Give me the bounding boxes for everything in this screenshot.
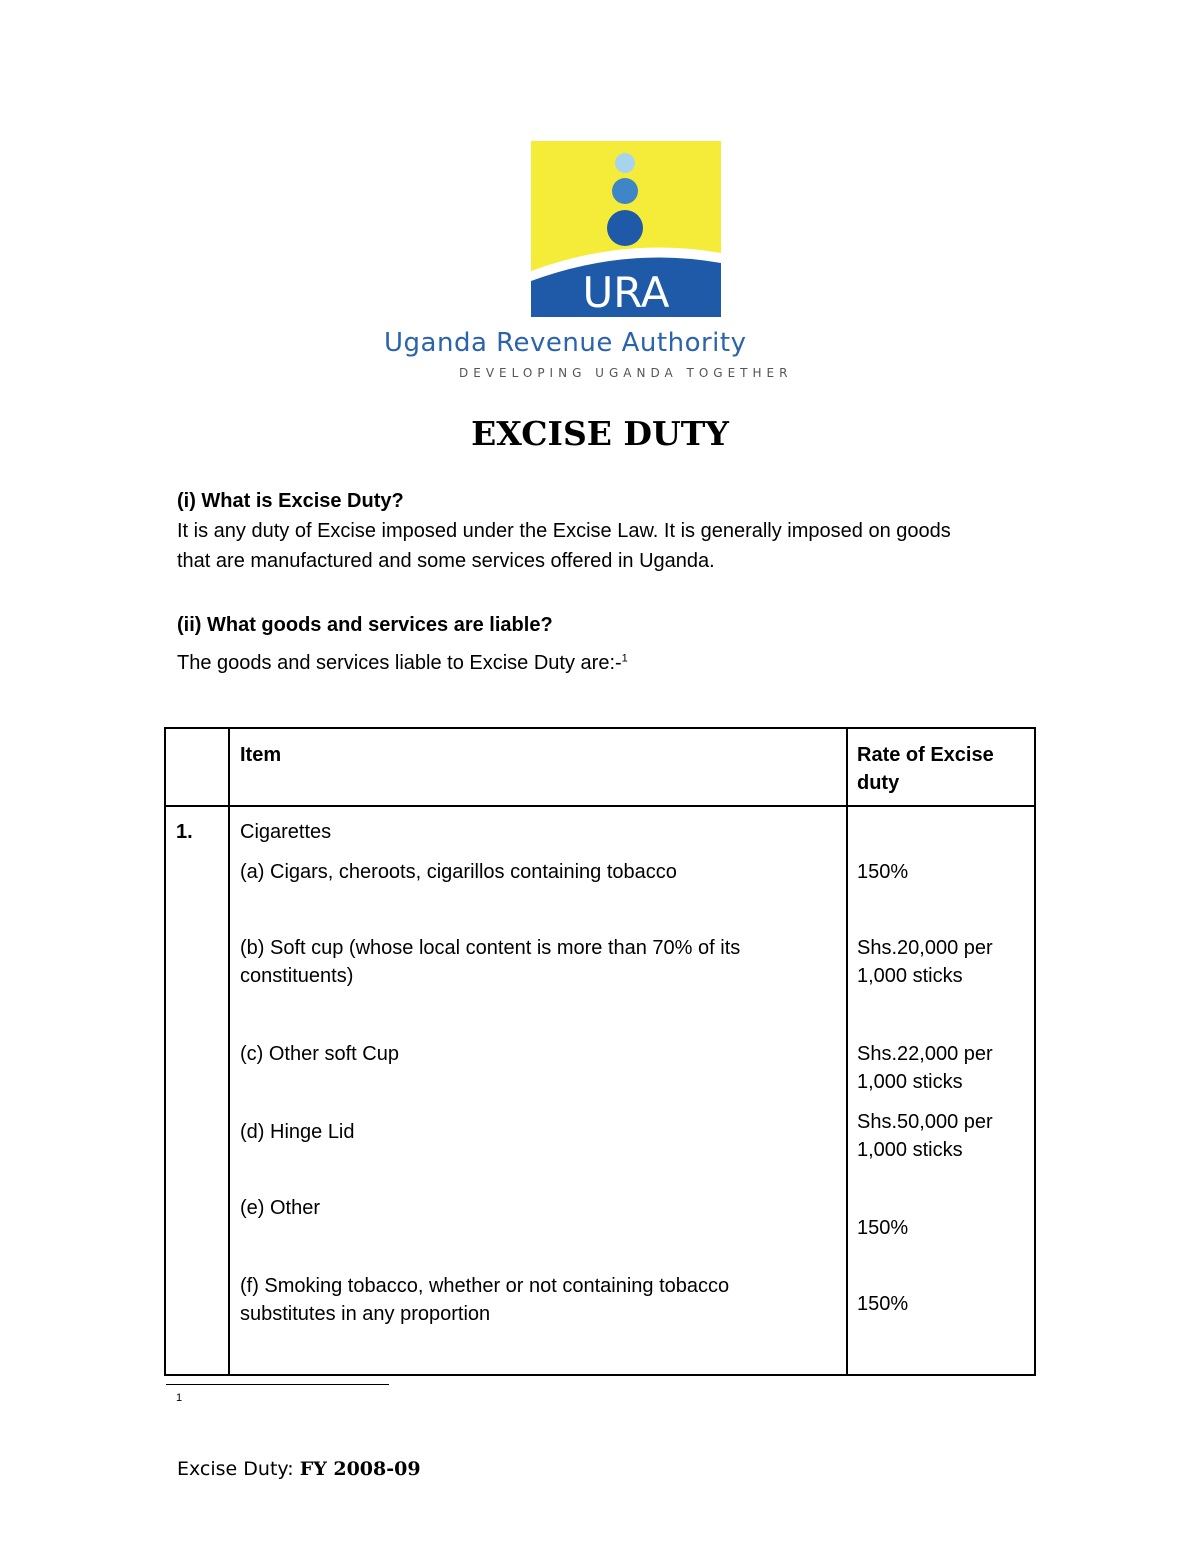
item-c: (c) Other soft Cup [240,1043,399,1065]
page-title: EXCISE DUTY [471,414,729,453]
answer-1 [177,516,951,576]
item-e: (e) Other [240,1197,321,1219]
item-f-line-1: (f) Smoking tobacco, whether or not containing tobacco [240,1275,730,1297]
header-rate [857,741,994,797]
rate-b-line-2: 1,000 sticks [857,965,963,987]
item-a: (a) Cigars, cheroots, cigarillos containing tobacco [240,861,677,883]
page-footer [177,1458,421,1480]
rate-b [857,934,993,990]
footnote-reference: 1 [621,652,628,665]
row-number: 1. [176,821,193,843]
table-column-divider [846,729,848,1374]
item-b-line-2: constituents) [240,965,354,987]
lead-text: The goods and services liable to Excise Duty are:- [177,652,622,674]
excise-rate-table [164,727,1036,1376]
header-item: Item [240,744,282,766]
item-d: (d) Hinge Lid [240,1121,355,1143]
ura-logo [531,141,721,317]
footnote-separator [166,1384,389,1385]
item-f [240,1272,729,1328]
item-b-line-1: (b) Soft cup (whose local content is more than 70% of its [240,937,741,959]
footnote-mark: 1 [176,1392,183,1404]
organization-name: Uganda Revenue Authority [384,328,747,358]
rate-d-line-2: 1,000 sticks [857,1139,963,1161]
answer-1-line-2: that are manufactured and some services offered in Uganda. [177,550,715,572]
rate-c-line-2: 1,000 sticks [857,1071,963,1093]
rate-c-line-1: Shs.22,000 per [857,1043,993,1065]
rate-a: 150% [857,861,909,883]
rate-d [857,1108,993,1164]
category-label: Cigarettes [240,821,332,843]
header-rate-line-1: Rate of Excise [857,744,994,766]
question-1: (i) What is Excise Duty? [177,490,404,512]
logo-dot-large [607,210,643,246]
rate-d-line-1: Shs.50,000 per [857,1111,993,1133]
logo-dot-small [615,153,635,173]
rate-f: 150% [857,1293,909,1315]
table-header-divider [166,805,1034,807]
item-f-line-2: substitutes in any proportion [240,1303,491,1325]
footer-fiscal-year: FY 2008-09 [299,1458,421,1480]
rate-b-line-1: Shs.20,000 per [857,937,993,959]
logo-dot-medium [612,178,638,204]
header-rate-line-2: duty [857,772,900,794]
lead-sentence [177,652,628,675]
answer-1-line-1: It is any duty of Excise imposed under the Excise Law. It is generally imposed on goods [177,520,951,542]
logo-text: URA [582,268,670,317]
rate-c [857,1040,993,1096]
organization-tagline: DEVELOPING UGANDA TOGETHER [459,366,793,380]
footer-label: Excise Duty: [177,1458,294,1480]
question-2: (ii) What goods and services are liable? [177,614,553,636]
rate-e: 150% [857,1217,909,1239]
item-b [240,934,740,990]
table-column-divider [228,729,230,1374]
